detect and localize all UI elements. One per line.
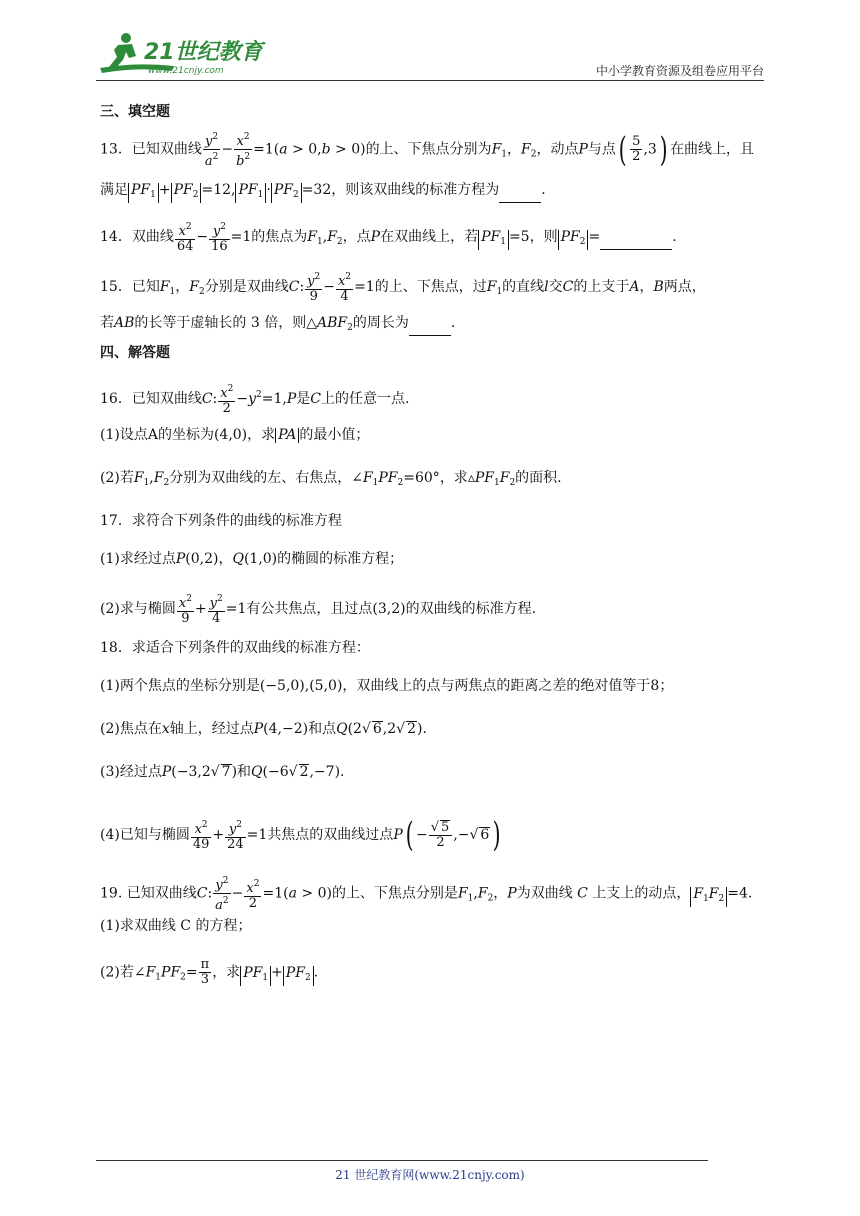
question-19-part-1: (1)求双曲线 C 的方程；: [100, 918, 252, 934]
question-15: 15．已知$F_1$，$F_2$分别是双曲线C: $\frac{y^2}{9}$ − $\frac{x^2}{4}$ =1的上、下焦点，过$F_1$的直线l交C的上支于A，B两点，: [100, 272, 706, 304]
section-title-answers: 四、解答题: [100, 345, 170, 361]
question-16: 16．已知双曲线C: $\frac{x^2}{2}$ $-y^2=1,P$是C上的任意一点.: [100, 384, 410, 416]
question-18-part-3: (3)经过点P(−3,2√ 7)和Q(−6√ 2,−7).: [100, 764, 345, 780]
platform-name: 中小学教育资源及组卷应用平台: [595, 64, 764, 78]
footer-link[interactable]: 21 世纪教育网(www.21cnjy.com): [335, 1168, 525, 1182]
footer-divider: [96, 1160, 708, 1161]
question-18-part-4: (4)已知与椭圆 $\frac{x^2}{49}$ + $\frac{y^2}{24}$ =1共焦点的双曲线过点P( − $\frac{√ 5}{2}$ ,−√ 6 ): [100, 815, 501, 855]
page-header: [96, 28, 764, 82]
question-19-part-2: (2)若$\angle F_1PF_2=$ $\frac{\pi}{3}$ ，求 $PF_1 + PF_2$ .: [100, 957, 319, 987]
question-16-part-2: (2)若$F_1,F_2$分别为双曲线的左、右焦点，$\angle F_1PF_2=60^\circ$，求$▵PF_1F_2$的面积.: [100, 470, 562, 488]
section-title-fill-in: 三、填空题: [100, 104, 170, 120]
question-19: 19. 已知双曲线C: $\frac{y^2}{a^2}$ − $\frac{x^2}{2}$ =1(a > 0)的上、下焦点分别是$F_1,F_2$，P为双曲线 C 上支上的动点， $F_1F_2 =4$.: [100, 876, 753, 913]
question-14: 14．双曲线 $\frac{x^2}{64}$ − $\frac{y^2}{16}$ =1的焦点为$F_1,F_2$，点P在双曲线上，若 $PF_1 =5$，则 $PF_2$ = .: [100, 222, 677, 254]
site-logo: [96, 28, 266, 78]
question-18-part-2: (2)焦点在x轴上，经过点P(4,−2)和点Q(2√ 6,2√ 2).: [100, 721, 427, 737]
question-13-cont: 满足 $PF_1 + PF_2 =12$, $PF_1 \cdot PF_2 =32$，则该双曲线的标准方程为 .: [100, 180, 546, 203]
question-17-part-1: (1)求经过点P(0,2)，Q(1,0)的椭圆的标准方程；: [100, 551, 404, 567]
header-divider: [96, 80, 764, 81]
question-13: 13．已知双曲线 $\frac{y^2}{a^2}$ − $\frac{x^2}{b^2}$ =1(a > 0,b > 0)的上、下焦点分别为$F_1$，$F_2$，动点P与点( $\frac{5}{2}$ ,3) 在曲线上，且: [100, 129, 755, 170]
question-18-part-1: (1)两个焦点的坐标分别是(−5,0),(5,0)，双曲线上的点与两焦点的距离之差的绝对值等于8；: [100, 678, 674, 694]
question-15-cont: 若AB的长等于虚轴长的 3 倍，则$\triangle ABF_2$的周长为 .: [100, 313, 455, 338]
svg-text:www.21cnjy.com: www.21cnjy.com: [148, 66, 224, 76]
question-16-part-1: (1)设点A的坐标为(4,0)，求 PA 的最小值；: [100, 427, 370, 443]
question-18: 18．求适合下列条件的双曲线的标准方程：: [100, 640, 370, 656]
question-17-part-2: (2)求与椭圆 $\frac{x^2}{9}$ + $\frac{y^2}{4}$ =1有公共焦点，且过点(3,2)的双曲线的标准方程.: [100, 594, 537, 626]
svg-text:21世纪教育: 21世纪教育: [144, 40, 263, 65]
question-17: 17．求符合下列条件的曲线的标准方程: [100, 513, 342, 529]
